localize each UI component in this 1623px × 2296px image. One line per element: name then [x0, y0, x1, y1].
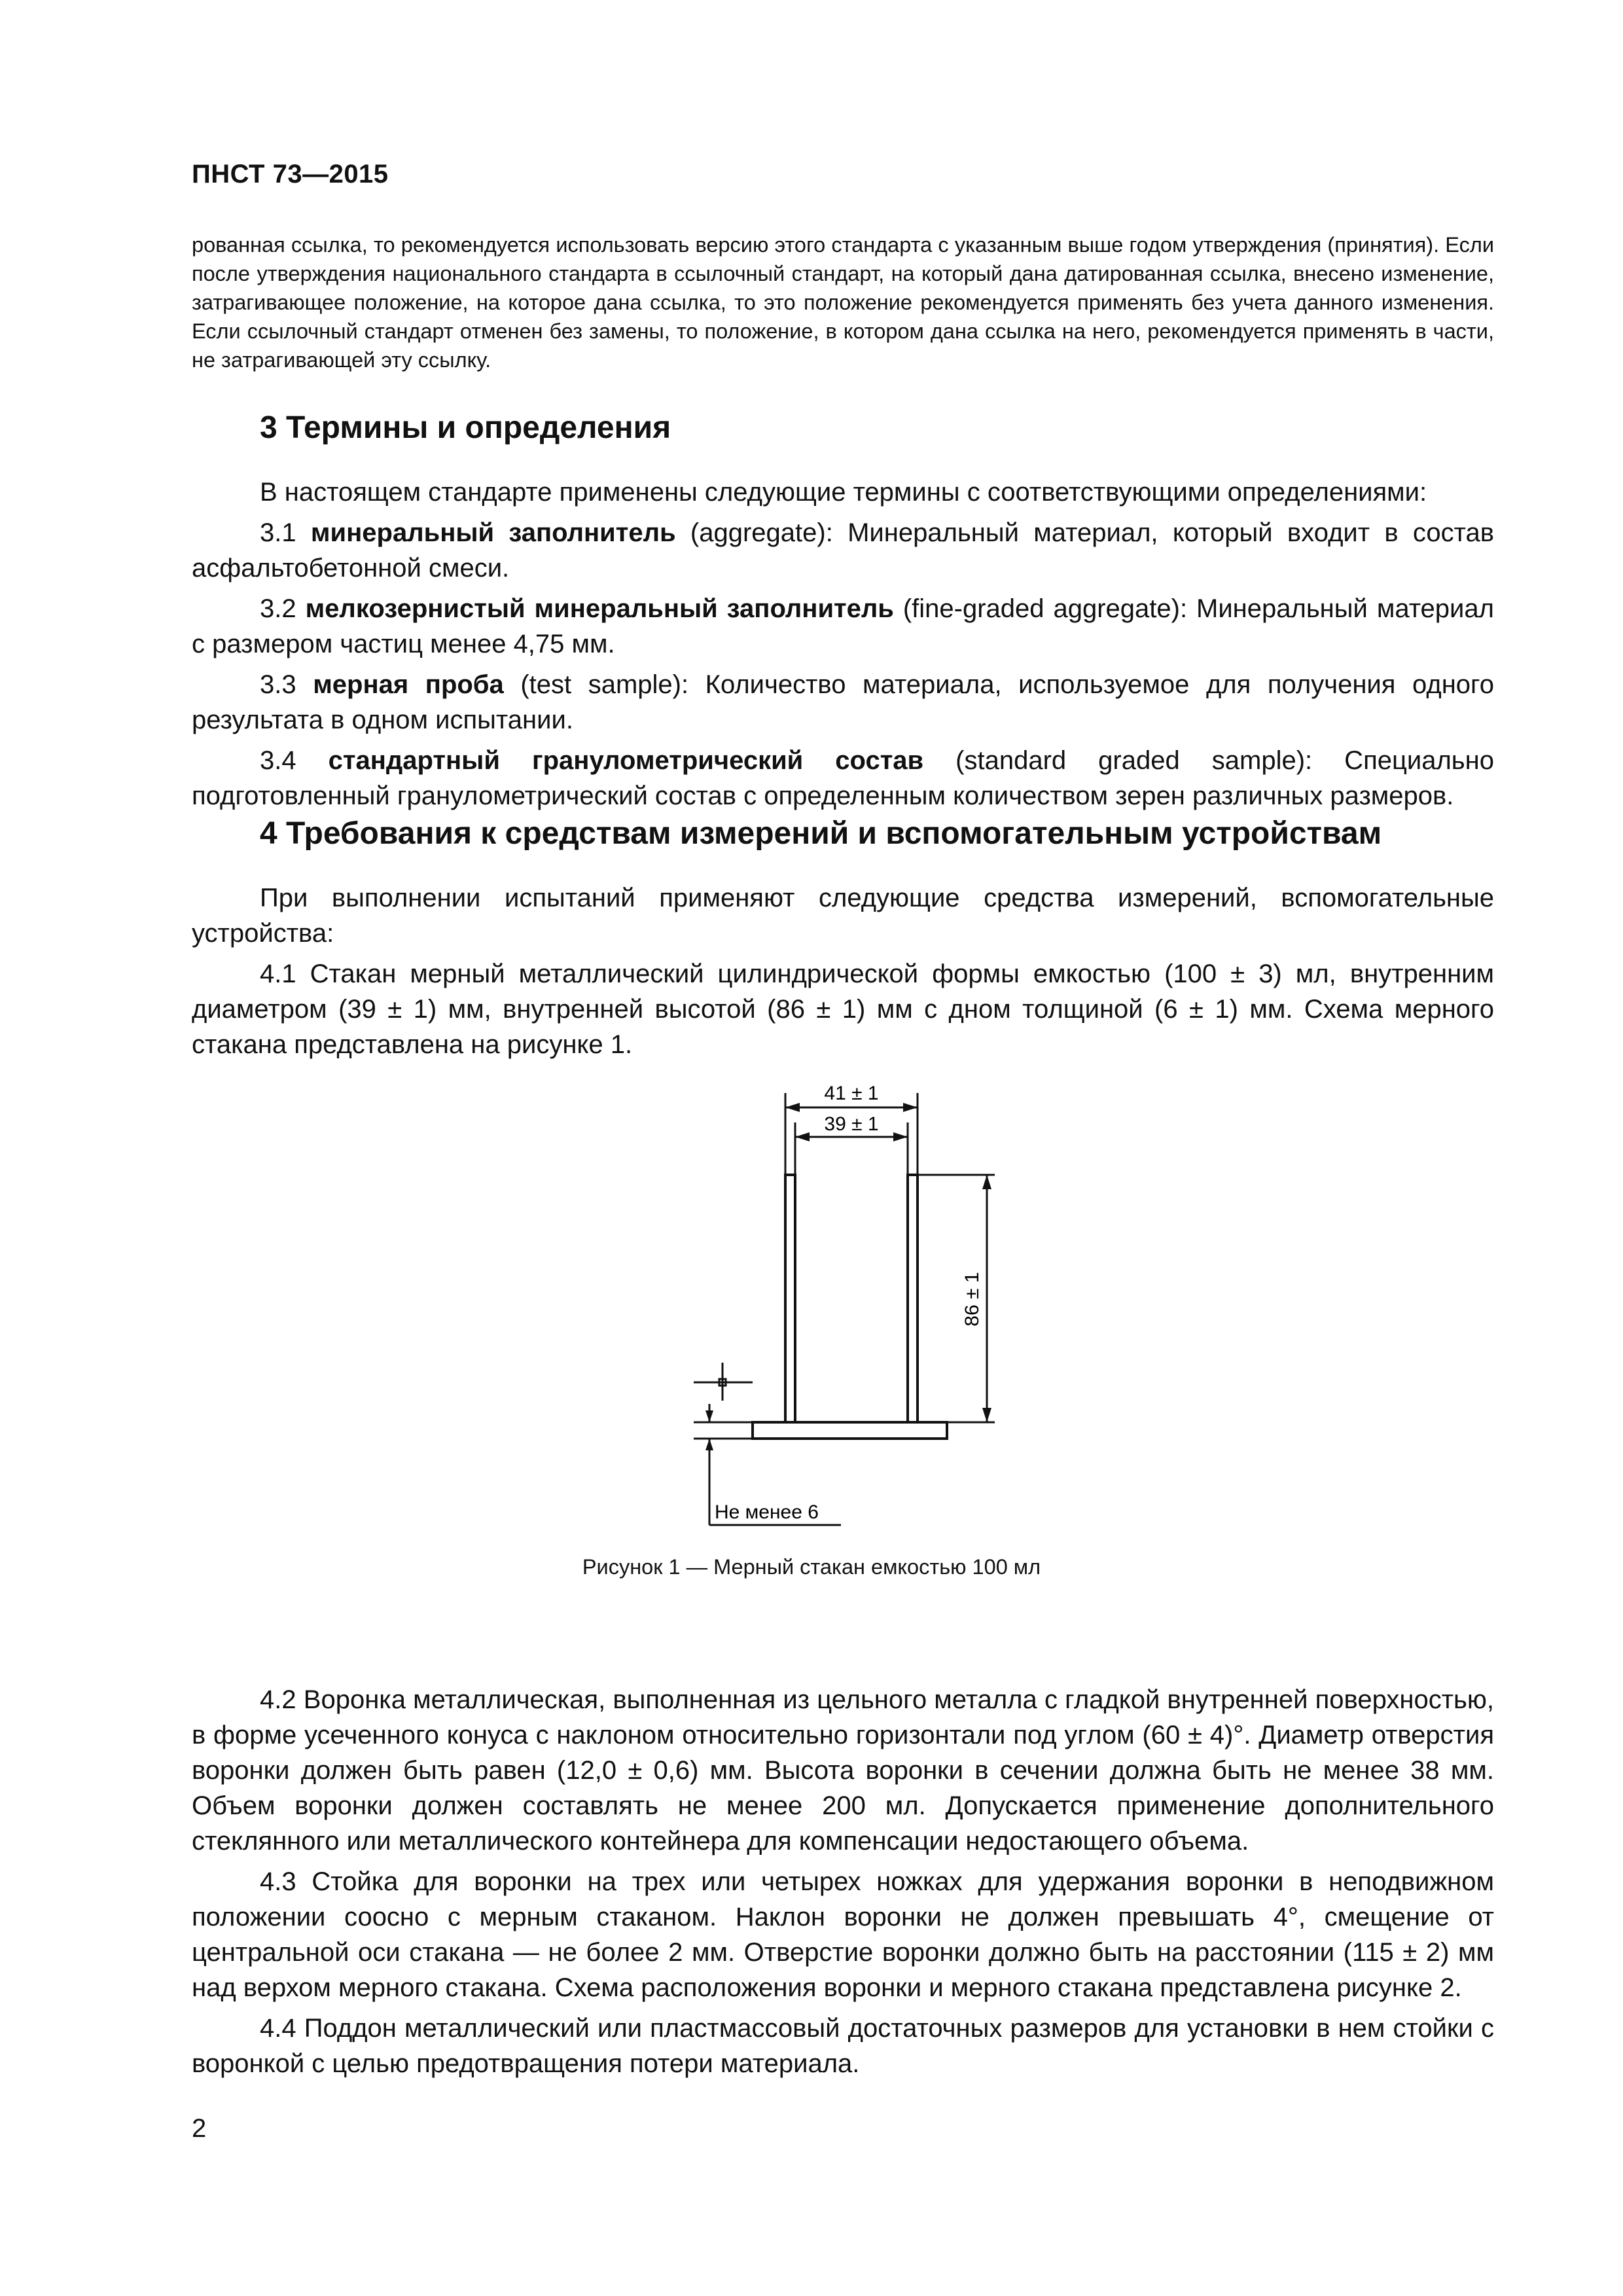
- term-name: мелкозернистый минеральный заполнитель: [305, 594, 894, 623]
- dimension-label-outer: 41 ± 1: [824, 1083, 879, 1104]
- term-definition: (test sample): Количество материала, используемое для получения одного результата в одном испытании.: [192, 670, 1494, 734]
- arrow-icon: [982, 1175, 991, 1189]
- term-name: стандартный гранулометрический состав: [328, 746, 924, 775]
- section-4-body-bottom: [192, 1682, 1494, 2081]
- term-3-4: [192, 743, 1494, 814]
- document-id-header: ПНСТ 73—2015: [192, 160, 389, 188]
- dimension-label-height: 86 ± 1: [961, 1272, 983, 1327]
- term-number: 3.1: [260, 518, 296, 547]
- cup-left-wall: [785, 1175, 795, 1422]
- cup-base: [753, 1422, 947, 1439]
- arrow-icon: [903, 1103, 918, 1112]
- term-number: 3.3: [260, 670, 296, 699]
- paragraph-4-3: 4.3 Стойка для воронки на трех или четырех ножках для удержания воронки в неподвижном положении соосно с мерным стаканом. Наклон воронки не должен превышать 4°, смещение от центральной оси стакана — не более 2 мм. Отверстие воронки должно быть на расстоянии (115 ± 2) мм над верхом мерного стакана. Схема расположения воронки и мерного стакана представлена рисунке 2.: [192, 1867, 1494, 2002]
- dimension-label-bottom: Не менее 6: [715, 1501, 819, 1523]
- arrow-icon: [982, 1408, 991, 1422]
- term-3-2: [192, 591, 1494, 662]
- intro-paragraph: [192, 230, 1494, 374]
- term-3-1: [192, 515, 1494, 586]
- term-name: мерная проба: [313, 670, 504, 699]
- term-definition: (standard graded sample): Специально подготовленный гранулометрический состав с определенным количеством зерен различных размеров.: [192, 746, 1494, 810]
- term-number: 3.4: [260, 746, 296, 775]
- paragraph-4-1: 4.1 Стакан мерный металлический цилиндрической формы емкостью (100 ± 3) мл, внутренним диаметром (39 ± 1) мм, внутренней высотой (86 ± 1) мм с дном толщиной (6 ± 1) мм. Схема мерного стакана представлена на рисунке 1.: [192, 960, 1494, 1059]
- section-3-body: [192, 475, 1494, 814]
- page-number: 2: [192, 2114, 207, 2143]
- section-3-intro: В настоящем стандарте применены следующие термины с соответствующими определениями:: [260, 478, 1427, 507]
- term-definition: (aggregate): Минеральный материал, который входит в состав асфальтобетонной смеси.: [192, 518, 1494, 583]
- cup-right-wall: [908, 1175, 918, 1422]
- figure-1-measuring-cup-diagram: [654, 1073, 995, 1545]
- arrow-icon: [705, 1410, 713, 1422]
- section-4-intro: При выполнении испытаний применяют следующие средства измерений, вспомогательные устройства:: [192, 884, 1494, 948]
- arrow-icon: [785, 1103, 800, 1112]
- figure-1-caption: Рисунок 1 — Мерный стакан емкостью 100 мл: [582, 1555, 1041, 1579]
- term-number: 3.2: [260, 594, 296, 623]
- section-3-heading: 3 Термины и определения: [260, 410, 671, 445]
- intro-text: рованная ссылка, то рекомендуется использовать версию этого стандарта с указанным выше годом утверждения (принятия). Если после утверждения национального стандарта в ссылочный стандарт, на который дана датированная ссылка, внесено изменение, затрагивающее положение, на которое дана ссылка, то это положение рекомендуется применять без учета данного изменения. Если ссылочный стандарт отменен без замены, то положение, в котором дана ссылка на него, рекомендуется применять в части, не затрагивающей эту ссылку.: [192, 233, 1494, 372]
- dimension-label-inner: 39 ± 1: [824, 1113, 879, 1135]
- arrow-icon: [795, 1132, 810, 1141]
- paragraph-4-2: 4.2 Воронка металлическая, выполненная из цельного металла с гладкой внутренней поверхностью, в форме усеченного конуса с наклоном относительно горизонтали под углом (60 ± 4)°. Диаметр отверстия воронки должен быть равен (12,0 ± 0,6) мм. Высота воронки в сечении должна быть не менее 38 мм. Объем воронки должен составлять не менее 200 мл. Допускается применение дополнительного стеклянного или металлического контейнера для компенсации недостающего объема.: [192, 1685, 1494, 1856]
- term-name: минеральный заполнитель: [310, 518, 676, 547]
- term-definition: (fine-graded aggregate): Минеральный материал с размером частиц менее 4,75 мм.: [192, 594, 1494, 658]
- section-4-body-top: [192, 880, 1494, 1062]
- arrow-icon: [893, 1132, 908, 1141]
- paragraph-4-4: 4.4 Поддон металлический или пластмассовый достаточных размеров для установки в нем стойки с воронкой с целью предотвращения потери материала.: [192, 2014, 1494, 2078]
- arrow-icon: [705, 1439, 713, 1450]
- term-3-3: [192, 667, 1494, 738]
- section-4-heading: 4 Требования к средствам измерений и вспомогательным устройствам: [260, 816, 1382, 851]
